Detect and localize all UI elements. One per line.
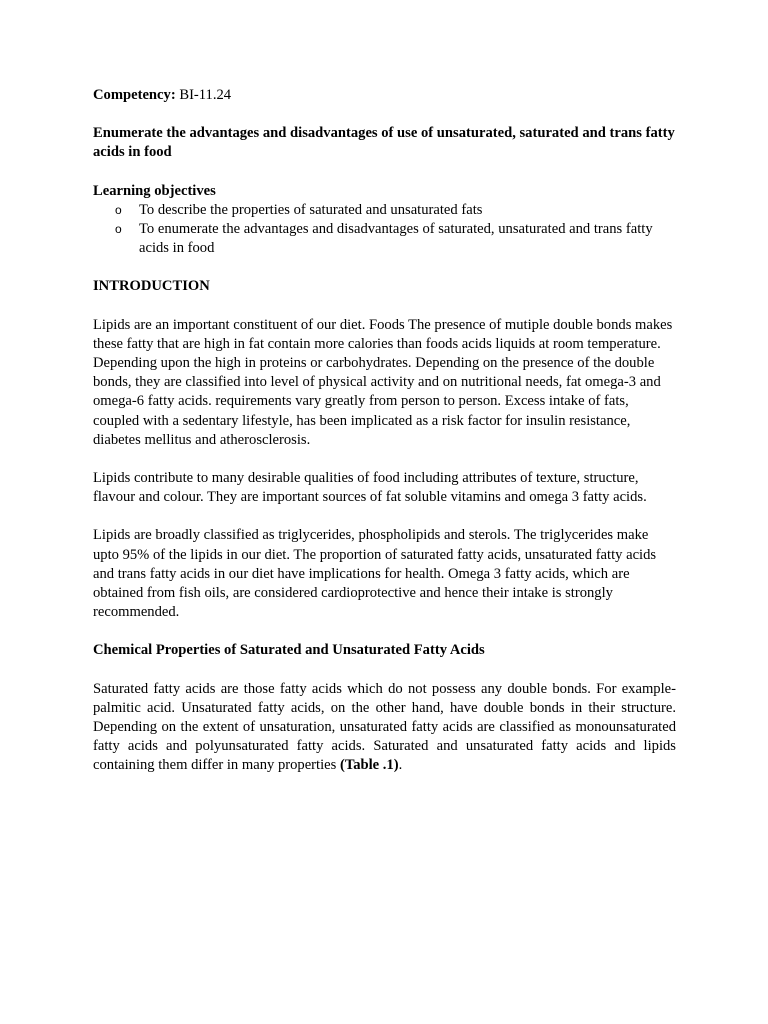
learning-objectives-heading: Learning objectives [93,182,216,199]
chemical-properties-heading: Chemical Properties of Saturated and Unsaturated Fatty Acids [93,642,485,659]
bullet-icon: o [115,202,122,217]
learning-objective-text: To describe the properties of saturated and unsaturated fats [139,201,483,218]
introduction-paragraph-2: Lipids contribute to many desirable qualities of food including attributes of texture, structure, flavour and colour. They are important sources of fat soluble vitamins and omega 3 fatty acids. [93,470,647,506]
paragraph-end: . [398,757,403,774]
competency-code: BI-11.24 [175,87,232,103]
document-content [93,86,676,795]
learning-objectives-list [93,201,676,259]
table-reference: (Table .1) [339,757,399,774]
introduction-paragraph-1: Lipids are an important constituent of our diet. Foods The presence of mutiple double bonds makes these fatty that are high in fat contain more calories than foods acids liquids at room temperature. Depending upon the high in proteins or carbohydrates. Depending on the presence of the double bonds, they are classified into level of physical activity and on nutritional needs, fat omega-3 and omega-6 fatty acids. requirements vary greatly from person to person. Excess intake of fats, coupled with a sedentary lifestyle, has been implicated as a risk factor for insulin resistance, diabetes mellitus and atherosclerosis. [93,316,673,448]
chemical-properties-text: Saturated fatty acids are those fatty acids which do not possess any double bonds. For example- palmitic acid. Unsaturated fatty acids, on the other hand, have double bonds in their structure. Depending on the extent of unsaturation, unsaturated fatty acids are classified as monounsaturated fatty acids and polyunsaturated fatty acids. Saturated and unsaturated fatty acids and lipids containing them differ in many properties [93,680,676,774]
document-title: Enumerate the advantages and disadvantages of use of unsaturated, saturated and trans fatty acids in food [93,125,675,161]
learning-objective-item [93,220,676,258]
learning-objective-item [93,201,676,220]
competency-line [93,86,676,105]
bullet-icon: o [115,222,122,237]
competency-label: Competency: [93,87,176,103]
introduction-heading: INTRODUCTION [93,278,210,295]
learning-objective-text: To enumerate the advantages and disadvantages of saturated, unsaturated and trans fatty acids in food [139,221,653,257]
chemical-properties-paragraph [93,680,676,776]
introduction-paragraph-3: Lipids are broadly classified as triglycerides, phospholipids and sterols. The triglycerides make upto 95% of the lipids in our diet. The proportion of saturated fatty acids, unsaturated fatty acids and trans fatty acids in our diet have implications for health. Omega 3 fatty acids, which are obtained from fish oils, are considered cardioprotective and hence their intake is strongly recommended. [93,527,657,621]
